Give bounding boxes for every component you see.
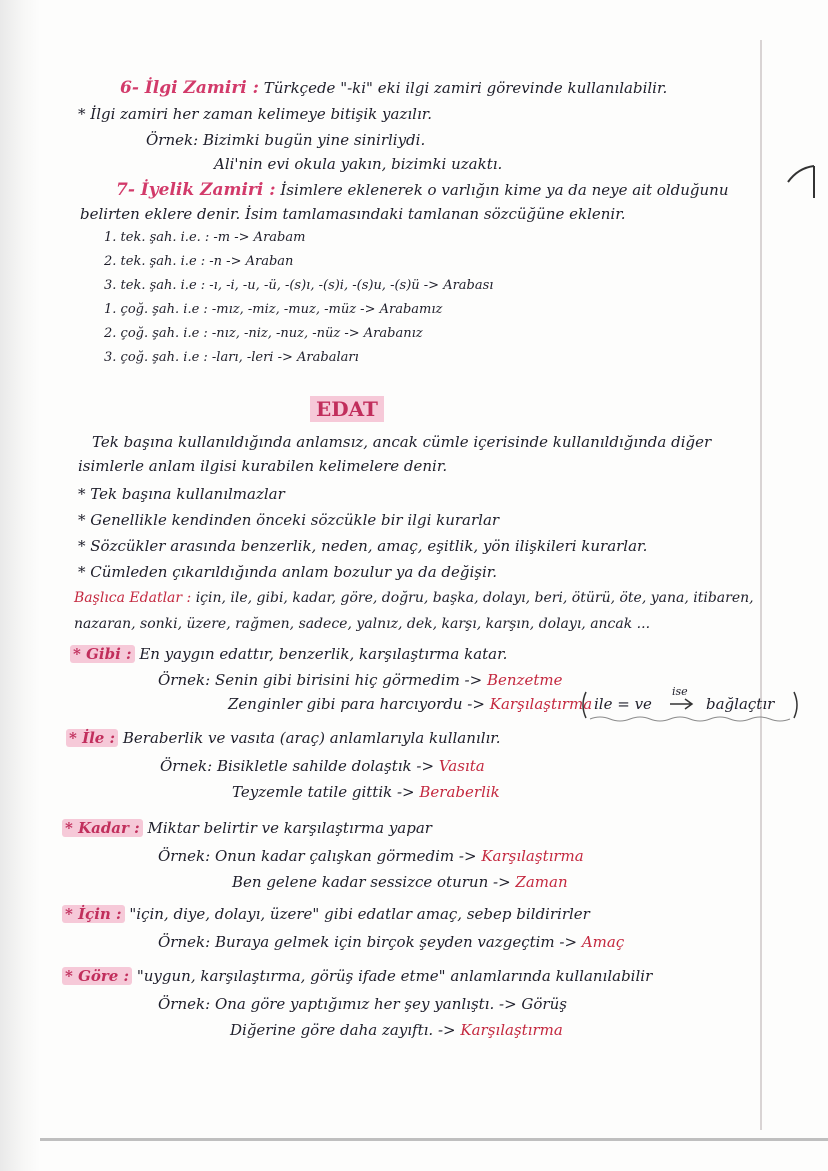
section6-heading-text: Türkçede "-ki" eki ilgi zamiri görevinde kullanılabilir. [263,79,668,97]
edat-basic-text: için, ile, gibi, kadar, göre, doğru, başka, dolayı, beri, ötürü, öte, yana, itibaren, [195,590,754,606]
gore-example1: Diğerine göre daha zayıftı. -> [230,1021,456,1039]
note-text-left: ile = ve [594,695,652,713]
gibi-example1-tag: Benzetme [486,671,563,689]
kadar-example2-line [232,872,568,892]
icin-example1-line [158,932,624,952]
section7-heading-line [116,180,728,200]
gore-text: "uygun, karşılaştırma, görüş ifade etme" anlamlarında kullanılabilir [136,967,653,985]
gore-line [62,966,652,986]
ile-example2-tag: Beraberlik [419,783,500,801]
section6-example-line [146,130,425,150]
gibi-example2-tag: Karşılaştırma [489,695,593,713]
section7-heading: 7- İyelik Zamiri : [116,180,276,200]
section6-heading-line [120,78,667,98]
icin-text: "için, diye, dolayı, üzere" gibi edatlar amaç, sebep bildirirler [129,905,590,923]
ile-line [66,728,501,748]
ile-example1-line [160,756,485,776]
section7-row: 2. tek. şah. i.e : -n -> Araban [104,254,294,269]
gibi-example1: Senin gibi birisini hiç görmedim -> [214,671,483,689]
edat-bullet: * Sözcükler arasında benzerlik, neden, amaç, eşitlik, yön ilişkileri kurarlar. [78,537,648,555]
section7-row: 3. tek. şah. i.e : -ı, -i, -u, -ü, -(s)ı, -(s)i, -(s)u, -(s)ü -> Arabası [104,278,494,293]
ile-example2-line [232,782,500,802]
gibi-line [70,644,507,664]
section7-row: 3. çoğ. şah. i.e : -ları, -leri -> Arabaları [104,350,359,365]
gibi-example2: Zenginler gibi para harcıyordu -> [228,695,485,713]
gibi-text: En yaygın edattır, benzerlik, karşılaştırma katar. [139,645,508,663]
edat-title: EDAT [310,396,384,422]
icin-line [62,904,590,924]
section7-row: 1. çoğ. şah. i.e : -mız, -miz, -muz, -müz -> Arabamız [104,302,443,317]
section7-row: 2. çoğ. şah. i.e : -nız, -niz, -nuz, -nüz -> Arabanız [104,326,423,341]
gore-label: * Göre : [62,967,132,985]
icin-example1-tag: Amaç [581,933,625,951]
section6-bullet: * İlgi zamiri her zaman kelimeye bitişik yazılır. [78,105,433,123]
section6-example2: Ali'nin evi okula yakın, bizimki uzaktı. [214,155,503,173]
gibi-label: * Gibi : [70,645,135,663]
section7-row: 1. tek. şah. i.e. : -m -> Arabam [104,230,306,245]
kadar-example1: Onun kadar çalışkan görmedim -> [214,847,477,865]
ile-text: Beraberlik ve vasıta (araç) anlamlarıyla kullanılır. [122,729,501,747]
gibi-example2-line [228,694,592,714]
edat-basic-line1 [74,588,754,608]
kadar-example2-tag: Zaman [515,873,568,891]
section7-line2: belirten eklere denir. İsim tamlamasındaki tamlanan sözcüğüne eklenir. [80,205,626,223]
gibi-example1-line [158,670,562,690]
kadar-example1-line [158,846,584,866]
note-arrow-label: ise [672,685,688,698]
gibi-example-label: Örnek: [158,671,211,689]
ile-example2: Teyzemle tatile gittik -> [232,783,415,801]
edat-bullet: * Tek başına kullanılmazlar [78,485,285,503]
gore-example1-line [230,1020,563,1040]
section6-example1: Bizimki bugün yine sinirliydi. [202,131,426,149]
note-box [580,685,800,722]
icin-example-label: Örnek: [158,933,211,951]
kadar-example2: Ben gelene kadar sessizce oturun -> [232,873,511,891]
ile-example1: Bisikletle sahilde dolaştık -> [216,757,435,775]
section6-example-label: Örnek: [146,131,199,149]
section6-heading: 6- İlgi Zamiri : [120,78,259,98]
margin-line [760,40,762,1130]
kadar-line [62,818,432,838]
icin-example1: Buraya gelmek için birçok şeyden vazgeçtim -> [214,933,578,951]
kadar-text: Miktar belirtir ve karşılaştırma yapar [147,819,432,837]
ile-example1-tag: Vasıta [438,757,485,775]
gore-line2-text: Ona göre yaptığımız her şey yanlıştı. -> Görüş [214,995,567,1013]
ile-example-label: Örnek: [160,757,213,775]
page-spine-shadow [0,0,40,1171]
page-bottom-edge [40,1138,828,1141]
gore-example1-tag: Karşılaştırma [460,1021,563,1039]
edge-mark-icon [786,160,816,200]
gore-line2 [158,994,567,1014]
edat-basic-label: Başlıca Edatlar : [74,590,192,606]
edat-definition-line1: Tek başına kullanıldığında anlamsız, ancak cümle içerisinde kullanıldığında diğer [92,433,712,451]
gore-example-label: Örnek: [158,995,211,1013]
kadar-example-label: Örnek: [158,847,211,865]
edat-definition-line2: isimlerle anlam ilgisi kurabilen kelimelere denir. [78,457,448,475]
edat-basic-line2: nazaran, sonki, üzere, rağmen, sadece, yalnız, dek, karşı, karşın, dolayı, ancak ... [74,616,651,632]
note-text-right: bağlaçtır [706,695,775,713]
section7-heading-text: İsimlere eklenerek o varlığın kime ya da neye ait olduğunu [280,181,729,199]
ile-label: * İle : [66,729,118,747]
kadar-label: * Kadar : [62,819,143,837]
edat-bullet: * Genellikle kendinden önceki sözcükle bir ilgi kurarlar [78,511,500,529]
kadar-example1-tag: Karşılaştırma [481,847,584,865]
icin-label: * İçin : [62,905,125,923]
edat-bullet: * Cümleden çıkarıldığında anlam bozulur ya da değişir. [78,563,498,581]
